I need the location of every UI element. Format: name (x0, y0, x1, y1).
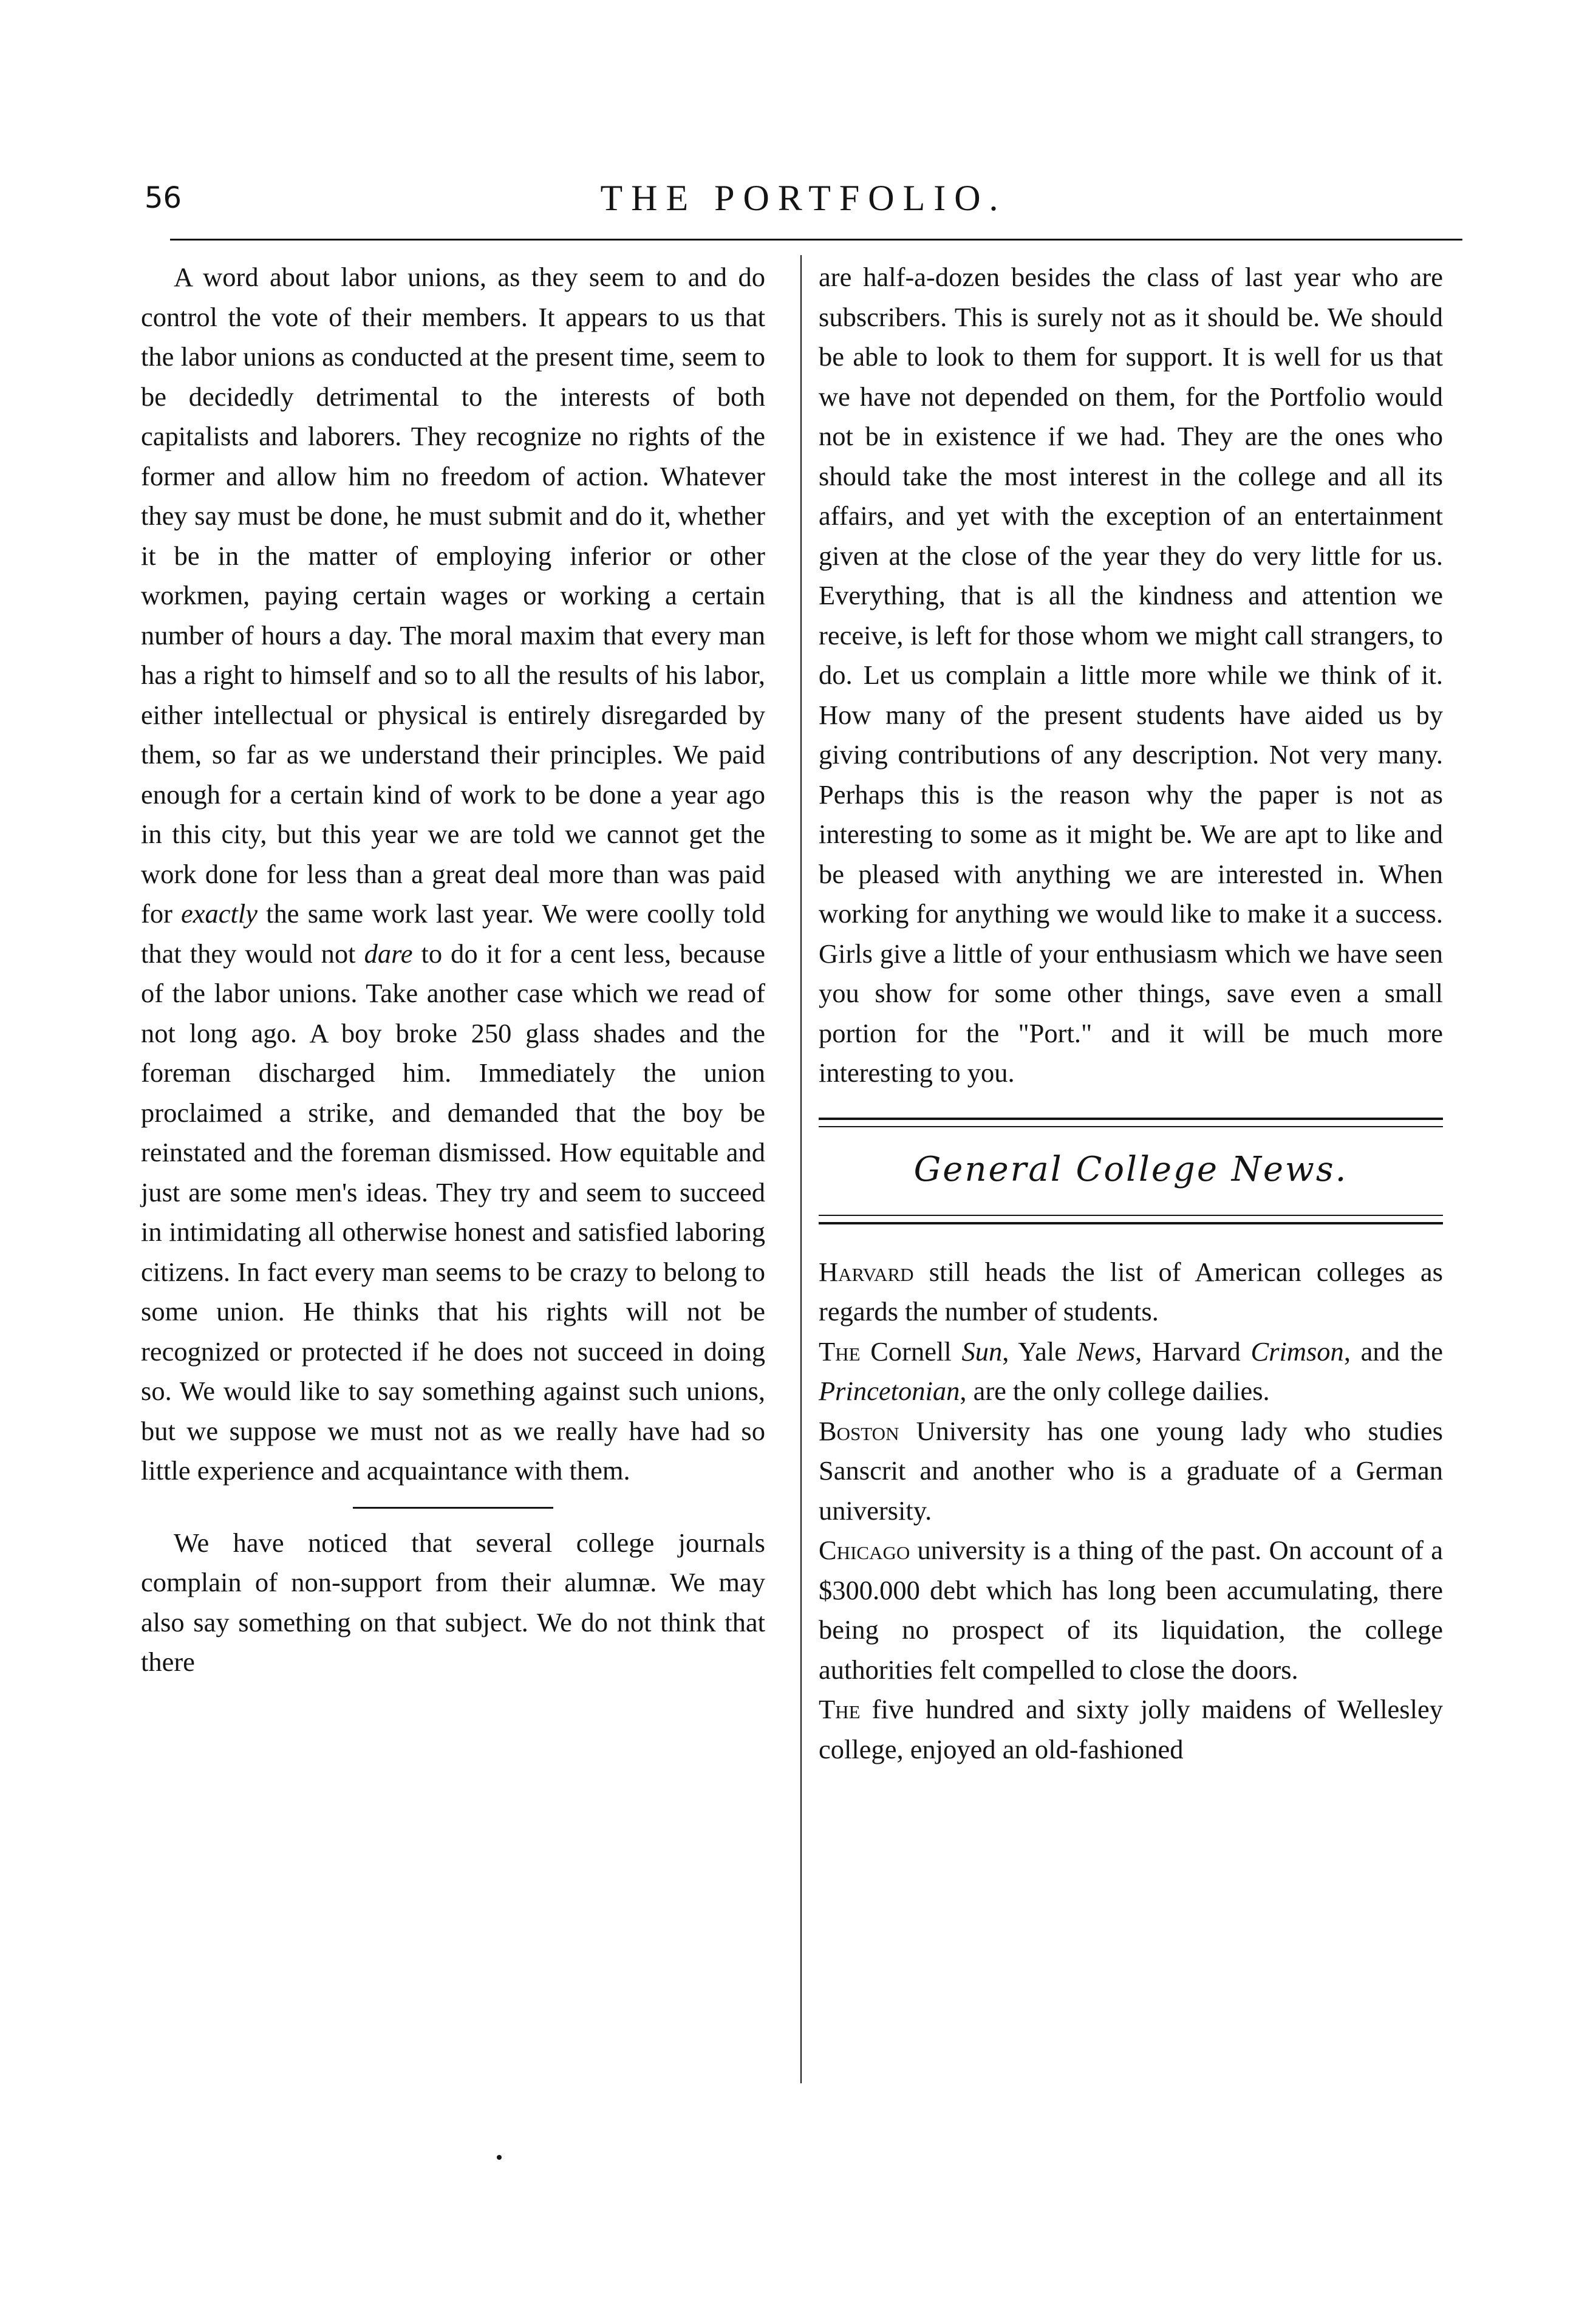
news-item (819, 1332, 1443, 1412)
para-text: the same work last year. We were coolly told that they would not (141, 898, 765, 969)
double-rule-bottom (819, 1215, 1443, 1224)
news-list (819, 1252, 1443, 1770)
news-text: Cornell (860, 1336, 962, 1367)
news-emphasis: Sun (961, 1336, 1003, 1367)
news-text: still heads the list of American colleges as regards the number of students. (819, 1256, 1443, 1326)
news-lead: Chicago (819, 1535, 910, 1565)
para-emphasis: dare (364, 938, 413, 969)
para-text: to do it for a cent less, because of the labor unions. Take another case which we read of not long ago. A boy broke 250 glass shades and the foreman discharged him. Immediately the union proclaimed a strike, and demanded that the boy be reinstated and the foreman dismissed. How equitable and just are some men's ideas. They try and seem to succeed in intimidating all otherwise honest and satisfied laboring citizens. In fact every man seems to be crazy to belong to some union. He thinks that his rights will not be recognized or protected if he does not succeed in doing so. We would like to say something against such unions, but we suppose we must not as we really have had so little experience and acquaintance with them. (141, 938, 765, 1486)
page-number: 56 (145, 181, 182, 215)
right-column (819, 258, 1443, 1769)
stray-ink-dot (497, 2155, 502, 2160)
editorial-non-support: We have noticed that several college journals complain of non-support from their alumnæ. We may also say something on that subject. We do not think that there (141, 1527, 765, 1677)
editorial-continuation: are half-a-dozen besides the class of last year who are subscribers. This is surely not as it should be. We should be able to look to them for support. It is well for us that we have not depended on them, for the Portfolio would not be in existence if we had. They are the ones who should take the most interest in the college and all its affairs, and yet with the exception of an entertainment given at the close of the year they do very little for us. Everything, that is all the kindness and attention we receive, is left for those whom we might call strangers, to do. Let us complain a little more while we think of it. How many of the present students have aided us by giving contributions of any description. Not very many. Perhaps this is the reason why the paper is not as interesting to some as it might be. We are apt to like and be pleased with anything we are interested in. When working for anything we would like to make it a success. Girls give a little of your enthusiasm which we have seen you show for some other things, save even a small portion for the "Port." and it will be much more interesting to you. (819, 262, 1443, 1088)
news-text: university is a thing of the past. On account of a $300.000 debt which has long been accumulating, there being no prospect of its liquidation, the college authorities felt compelled to close the doors. (819, 1535, 1443, 1685)
news-text: , and the (1343, 1336, 1444, 1367)
news-lead: The (819, 1694, 861, 1724)
journal-title: THE PORTFOLIO. (600, 178, 1007, 218)
editorial-labor-unions (141, 258, 765, 1491)
left-column (141, 258, 765, 1682)
header-rule (170, 239, 1462, 241)
news-item (819, 1531, 1443, 1690)
news-emphasis: News (1076, 1336, 1136, 1367)
column-divider (800, 255, 802, 2083)
news-lead: The (819, 1336, 861, 1367)
para-emphasis: exactly (181, 898, 258, 929)
news-item (819, 1252, 1443, 1332)
news-text: five hundred and sixty jolly maidens of Wellesley college, enjoyed an old-fashioned (819, 1694, 1443, 1764)
news-text: University has one young lady who studies Sanscrit and another who is a graduate of a German university. (819, 1415, 1443, 1526)
news-text: , Harvard (1135, 1336, 1251, 1367)
news-lead: Harvard (819, 1256, 914, 1287)
news-item (819, 1690, 1443, 1769)
section-heading: General College News. (913, 1149, 1348, 1189)
para-text: A word about labor unions, as they seem to and do control the vote of their members. It appears to us that the labor unions as conducted at the present time, seem to be decidedly detrimental to the interests of both capitalists and laborers. They recognize no rights of the former and allow him no freedom of action. Whatever they say must be done, he must submit and do it, whether it be in the matter of employing inferior or other workmen, paying certain wages or working a certain number of hours a day. The moral maxim that every man has a right to himself and so to all the results of his labor, either intellectual or physical is entirely disregarded by them, so far as we understand their principles. We paid enough for a certain kind of work to be done a year ago in this city, but this year we are told we cannot get the work done for less than a great deal more than was paid for (141, 262, 765, 929)
news-text: , Yale (1002, 1336, 1077, 1367)
news-lead: Boston (819, 1415, 899, 1446)
section-divider (353, 1507, 553, 1509)
news-text: , are the only college dailies. (960, 1376, 1270, 1406)
page-header (145, 176, 1462, 220)
news-item (819, 1412, 1443, 1531)
news-emphasis: Crimson (1250, 1336, 1344, 1367)
double-rule-top (819, 1118, 1443, 1127)
news-emphasis: Princetonian (819, 1376, 960, 1406)
